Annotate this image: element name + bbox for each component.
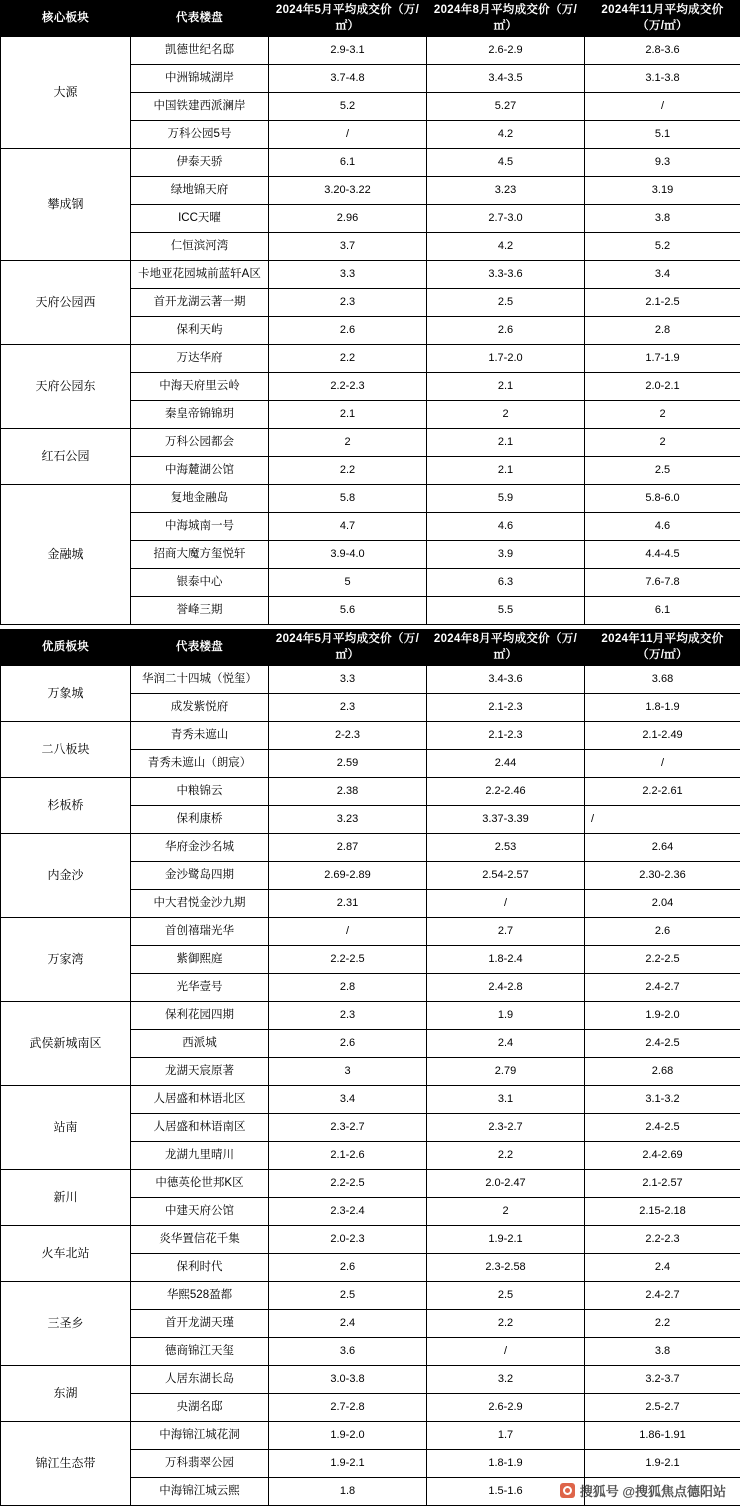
may-price-cell: 2.9-3.1 <box>269 37 427 65</box>
may-price-cell: / <box>269 918 427 946</box>
project-cell: 紫御熙庭 <box>131 946 269 974</box>
nov-price-cell: 2.4-2.5 <box>585 1114 740 1142</box>
nov-price-cell: 1.8-1.9 <box>585 694 740 722</box>
nov-price-cell: 2 <box>585 401 740 429</box>
project-cell: 万达华府 <box>131 345 269 373</box>
nov-price-cell: 3.1-3.2 <box>585 1086 740 1114</box>
aug-price-cell: 4.6 <box>427 513 585 541</box>
aug-price-cell: 2.53 <box>427 834 585 862</box>
may-price-cell: 2.2-2.5 <box>269 1170 427 1198</box>
may-price-cell: 2.6 <box>269 1030 427 1058</box>
sector-cell: 新川 <box>1 1170 131 1226</box>
nov-price-cell: 2.4-2.5 <box>585 1030 740 1058</box>
aug-price-cell: 1.9 <box>427 1002 585 1030</box>
sector-cell: 三圣乡 <box>1 1282 131 1366</box>
nov-price-cell: 3.68 <box>585 666 740 694</box>
aug-price-cell: 2.7-3.0 <box>427 205 585 233</box>
may-price-cell: 3.23 <box>269 806 427 834</box>
may-price-cell: 2.3 <box>269 289 427 317</box>
nov-price-cell: 2 <box>585 429 740 457</box>
aug-price-cell: 3.9 <box>427 541 585 569</box>
table-row <box>1 37 740 65</box>
table-row <box>1 345 740 373</box>
may-price-cell: 2.96 <box>269 205 427 233</box>
nov-price-cell: 5.1 <box>585 121 740 149</box>
project-cell: 中海锦江城云熙 <box>131 1478 269 1506</box>
project-cell: 华熙528盈都 <box>131 1282 269 1310</box>
nov-price-cell: / <box>585 806 740 834</box>
project-cell: 卡地亚花园城前蓝轩A区 <box>131 261 269 289</box>
project-cell: 成发紫悦府 <box>131 694 269 722</box>
project-cell: 凯德世纪名邸 <box>131 37 269 65</box>
project-cell: 首开龙湖天瑾 <box>131 1310 269 1338</box>
header-may-price: 2024年5月平均成交价（万/㎡） <box>269 630 427 666</box>
project-cell: 德商锦江天玺 <box>131 1338 269 1366</box>
may-price-cell: 2.4 <box>269 1310 427 1338</box>
nov-price-cell: 3.8 <box>585 205 740 233</box>
aug-price-cell: 3.2 <box>427 1366 585 1394</box>
aug-price-cell: 3.23 <box>427 177 585 205</box>
project-cell: 万科公园都会 <box>131 429 269 457</box>
sector-cell: 二八板块 <box>1 722 131 778</box>
may-price-cell: 2 <box>269 429 427 457</box>
sector-cell: 站南 <box>1 1086 131 1170</box>
may-price-cell: 1.9-2.0 <box>269 1422 427 1450</box>
project-cell: 保利康桥 <box>131 806 269 834</box>
may-price-cell: 5.2 <box>269 93 427 121</box>
may-price-cell: 2.6 <box>269 317 427 345</box>
project-cell: 中国铁建西派澜岸 <box>131 93 269 121</box>
nov-price-cell: 2.1-2.57 <box>585 1170 740 1198</box>
may-price-cell: 2.6 <box>269 1254 427 1282</box>
nov-price-cell: 2.5 <box>585 457 740 485</box>
aug-price-cell: 2.1-2.3 <box>427 694 585 722</box>
nov-price-cell: 2.64 <box>585 834 740 862</box>
aug-price-cell: 3.4-3.5 <box>427 65 585 93</box>
project-cell: 人居东湖长岛 <box>131 1366 269 1394</box>
table-row <box>1 722 740 750</box>
header-aug-price: 2024年8月平均成交价（万/㎡） <box>427 630 585 666</box>
header-nov-price: 2024年11月平均成交价（万/㎡） <box>585 1 740 37</box>
project-cell: 保利花园四期 <box>131 1002 269 1030</box>
aug-price-cell: 1.7 <box>427 1422 585 1450</box>
sector-cell: 锦江生态带 <box>1 1422 131 1506</box>
table-row <box>1 1422 740 1450</box>
nov-price-cell: 2.4-2.69 <box>585 1142 740 1170</box>
may-price-cell: 5 <box>269 569 427 597</box>
core-sectors-table <box>0 0 740 625</box>
nov-price-cell: 2.2 <box>585 1310 740 1338</box>
may-price-cell: 3.7 <box>269 233 427 261</box>
may-price-cell: 5.8 <box>269 485 427 513</box>
project-cell: 中海天府里云岭 <box>131 373 269 401</box>
header-nov-price: 2024年11月平均成交价（万/㎡） <box>585 630 740 666</box>
project-cell: 万科公园5号 <box>131 121 269 149</box>
table-row <box>1 1282 740 1310</box>
nov-price-cell: 3.1-3.8 <box>585 65 740 93</box>
nov-price-cell: 1.7-1.9 <box>585 345 740 373</box>
project-cell: 仁恒滨河湾 <box>131 233 269 261</box>
aug-price-cell: 1.5-1.6 <box>427 1478 585 1506</box>
project-cell: 中德英伦世邦K区 <box>131 1170 269 1198</box>
nov-price-cell: 2.4-2.7 <box>585 1282 740 1310</box>
sector-cell: 火车北站 <box>1 1226 131 1282</box>
sector-cell: 万象城 <box>1 666 131 722</box>
nov-price-cell: 2.4-2.7 <box>585 974 740 1002</box>
nov-price-cell: 3.2-3.7 <box>585 1366 740 1394</box>
project-cell: 伊泰天骄 <box>131 149 269 177</box>
project-cell: 复地金融岛 <box>131 485 269 513</box>
nov-price-cell: 7.6-7.8 <box>585 569 740 597</box>
nov-price-cell: 3.4 <box>585 261 740 289</box>
project-cell: 中海锦江城花洞 <box>131 1422 269 1450</box>
project-cell: 光华壹号 <box>131 974 269 1002</box>
may-price-cell: 2.1 <box>269 401 427 429</box>
project-cell: 中粮锦云 <box>131 778 269 806</box>
sector-cell: 金融城 <box>1 485 131 625</box>
table-row <box>1 918 740 946</box>
aug-price-cell: 5.9 <box>427 485 585 513</box>
table-row <box>1 1170 740 1198</box>
may-price-cell: 2.59 <box>269 750 427 778</box>
sohu-logo-icon <box>560 1483 575 1498</box>
may-price-cell: 2.2-2.5 <box>269 946 427 974</box>
aug-price-cell: 2.3-2.7 <box>427 1114 585 1142</box>
nov-price-cell: 2.6 <box>585 918 740 946</box>
aug-price-cell: 1.7-2.0 <box>427 345 585 373</box>
nov-price-cell: 2.8 <box>585 317 740 345</box>
nov-price-cell: 2.1-2.5 <box>585 289 740 317</box>
table-row <box>1 429 740 457</box>
nov-price-cell: 2.2-2.61 <box>585 778 740 806</box>
project-cell: 万科翡翠公园 <box>131 1450 269 1478</box>
table-row <box>1 485 740 513</box>
may-price-cell: 3.20-3.22 <box>269 177 427 205</box>
project-cell: 青秀未遮山（朗宸） <box>131 750 269 778</box>
may-price-cell: 2.31 <box>269 890 427 918</box>
aug-price-cell: 2.6 <box>427 317 585 345</box>
aug-price-cell: 3.37-3.39 <box>427 806 585 834</box>
may-price-cell: 2.0-2.3 <box>269 1226 427 1254</box>
table-row <box>1 834 740 862</box>
project-cell: 华府金沙名城 <box>131 834 269 862</box>
table-row <box>1 1366 740 1394</box>
aug-price-cell: 2.79 <box>427 1058 585 1086</box>
may-price-cell: 2.3 <box>269 1002 427 1030</box>
sector-cell: 天府公园东 <box>1 345 131 429</box>
nov-price-cell: / <box>585 93 740 121</box>
sector-cell: 红石公园 <box>1 429 131 485</box>
nov-price-cell: 2.2-2.3 <box>585 1226 740 1254</box>
project-cell: 龙湖九里晴川 <box>131 1142 269 1170</box>
may-price-cell: 3.3 <box>269 666 427 694</box>
may-price-cell: 2.7-2.8 <box>269 1394 427 1422</box>
watermark <box>560 1481 726 1500</box>
may-price-cell: 1.9-2.1 <box>269 1450 427 1478</box>
table-row <box>1 666 740 694</box>
table-row <box>1 1226 740 1254</box>
aug-price-cell: 4.5 <box>427 149 585 177</box>
nov-price-cell: 1.86-1.91 <box>585 1422 740 1450</box>
aug-price-cell: 5.27 <box>427 93 585 121</box>
nov-price-cell: 3.19 <box>585 177 740 205</box>
aug-price-cell: 2 <box>427 401 585 429</box>
header-sector: 核心板块 <box>1 1 131 37</box>
may-price-cell: 5.6 <box>269 597 427 625</box>
header-project: 代表楼盘 <box>131 1 269 37</box>
project-cell: 华润二十四城（悦玺） <box>131 666 269 694</box>
aug-price-cell: 1.9-2.1 <box>427 1226 585 1254</box>
table-header-row <box>1 630 740 666</box>
nov-price-cell: 2.0-2.1 <box>585 373 740 401</box>
project-cell: 中洲锦城湖岸 <box>131 65 269 93</box>
aug-price-cell: / <box>427 890 585 918</box>
header-may-price: 2024年5月平均成交价（万/㎡） <box>269 1 427 37</box>
may-price-cell: 2.69-2.89 <box>269 862 427 890</box>
aug-price-cell: 2.4-2.8 <box>427 974 585 1002</box>
nov-price-cell: 2.30-2.36 <box>585 862 740 890</box>
project-cell: 央湖名邸 <box>131 1394 269 1422</box>
aug-price-cell: 2.2-2.46 <box>427 778 585 806</box>
aug-price-cell: 3.4-3.6 <box>427 666 585 694</box>
nov-price-cell: 6.1 <box>585 597 740 625</box>
aug-price-cell: 2.7 <box>427 918 585 946</box>
may-price-cell: 2.2-2.3 <box>269 373 427 401</box>
may-price-cell: 2.2 <box>269 457 427 485</box>
project-cell: 龙湖天宸原著 <box>131 1058 269 1086</box>
may-price-cell: 2.2 <box>269 345 427 373</box>
aug-price-cell: 6.3 <box>427 569 585 597</box>
header-sector: 优质板块 <box>1 630 131 666</box>
may-price-cell: 3 <box>269 1058 427 1086</box>
may-price-cell: 3.9-4.0 <box>269 541 427 569</box>
project-cell: 首开龙湖云著一期 <box>131 289 269 317</box>
may-price-cell: 2.38 <box>269 778 427 806</box>
project-cell: 招商大魔方玺悦轩 <box>131 541 269 569</box>
nov-price-cell: 2.4 <box>585 1254 740 1282</box>
may-price-cell: 2.87 <box>269 834 427 862</box>
sector-cell: 万家湾 <box>1 918 131 1002</box>
quality-sectors-table <box>0 629 740 1506</box>
aug-price-cell: 2.2 <box>427 1142 585 1170</box>
project-cell: 银泰中心 <box>131 569 269 597</box>
aug-price-cell: 3.3-3.6 <box>427 261 585 289</box>
project-cell: 誉峰三期 <box>131 597 269 625</box>
project-cell: 秦皇帝锦锦玥 <box>131 401 269 429</box>
aug-price-cell: 2.6-2.9 <box>427 1394 585 1422</box>
nov-price-cell: 2.8-3.6 <box>585 37 740 65</box>
nov-price-cell: 2.5-2.7 <box>585 1394 740 1422</box>
project-cell: 人居盛和林语南区 <box>131 1114 269 1142</box>
project-cell: 青秀未遮山 <box>131 722 269 750</box>
may-price-cell: / <box>269 121 427 149</box>
may-price-cell: 4.7 <box>269 513 427 541</box>
sector-cell: 内金沙 <box>1 834 131 918</box>
aug-price-cell: 2.44 <box>427 750 585 778</box>
aug-price-cell: 2.5 <box>427 289 585 317</box>
nov-price-cell: 4.6 <box>585 513 740 541</box>
header-project: 代表楼盘 <box>131 630 269 666</box>
project-cell: 保利天屿 <box>131 317 269 345</box>
may-price-cell: 2.5 <box>269 1282 427 1310</box>
project-cell: 西派城 <box>131 1030 269 1058</box>
project-cell: 金沙鹭岛四期 <box>131 862 269 890</box>
table-row <box>1 149 740 177</box>
nov-price-cell: / <box>585 750 740 778</box>
nov-price-cell: 5.8-6.0 <box>585 485 740 513</box>
may-price-cell: 6.1 <box>269 149 427 177</box>
project-cell: 中海城南一号 <box>131 513 269 541</box>
aug-price-cell: 2.1 <box>427 429 585 457</box>
may-price-cell: 2.3-2.7 <box>269 1114 427 1142</box>
sector-cell: 东湖 <box>1 1366 131 1422</box>
aug-price-cell: 1.8-1.9 <box>427 1450 585 1478</box>
may-price-cell: 3.6 <box>269 1338 427 1366</box>
sector-cell: 杉板桥 <box>1 778 131 834</box>
aug-price-cell: 3.1 <box>427 1086 585 1114</box>
aug-price-cell: 2.54-2.57 <box>427 862 585 890</box>
sector-cell: 攀成钢 <box>1 149 131 261</box>
nov-price-cell: 4.4-4.5 <box>585 541 740 569</box>
table-row <box>1 261 740 289</box>
may-price-cell: 2.3 <box>269 694 427 722</box>
project-cell: 中海麓湖公馆 <box>131 457 269 485</box>
may-price-cell: 3.4 <box>269 1086 427 1114</box>
aug-price-cell: 2.3-2.58 <box>427 1254 585 1282</box>
aug-price-cell: 5.5 <box>427 597 585 625</box>
may-price-cell: 3.3 <box>269 261 427 289</box>
project-cell: 保利时代 <box>131 1254 269 1282</box>
may-price-cell: 3.7-4.8 <box>269 65 427 93</box>
may-price-cell: 2.3-2.4 <box>269 1198 427 1226</box>
aug-price-cell: 4.2 <box>427 121 585 149</box>
aug-price-cell: 2.1 <box>427 457 585 485</box>
may-price-cell: 2.1-2.6 <box>269 1142 427 1170</box>
aug-price-cell: 2.4 <box>427 1030 585 1058</box>
table-row <box>1 1086 740 1114</box>
project-cell: 首创禧瑞光华 <box>131 918 269 946</box>
may-price-cell: 3.0-3.8 <box>269 1366 427 1394</box>
nov-price-cell: 2.04 <box>585 890 740 918</box>
nov-price-cell: 9.3 <box>585 149 740 177</box>
nov-price-cell: 3.8 <box>585 1338 740 1366</box>
project-cell: ICC天曜 <box>131 205 269 233</box>
may-price-cell: 1.8 <box>269 1478 427 1506</box>
aug-price-cell: 2.1 <box>427 373 585 401</box>
project-cell: 人居盛和林语北区 <box>131 1086 269 1114</box>
aug-price-cell: 4.2 <box>427 233 585 261</box>
nov-price-cell: 2.15-2.18 <box>585 1198 740 1226</box>
aug-price-cell: / <box>427 1338 585 1366</box>
project-cell: 绿地锦天府 <box>131 177 269 205</box>
aug-price-cell: 2.2 <box>427 1310 585 1338</box>
may-price-cell: 2.8 <box>269 974 427 1002</box>
nov-price-cell: 2.2-2.5 <box>585 946 740 974</box>
project-cell: 炎华置信花千集 <box>131 1226 269 1254</box>
nov-price-cell: 2.68 <box>585 1058 740 1086</box>
watermark-text: 搜狐号 @搜狐焦点德阳站 <box>580 1481 726 1500</box>
aug-price-cell: 2.6-2.9 <box>427 37 585 65</box>
project-cell: 中建天府公馆 <box>131 1198 269 1226</box>
sector-cell: 天府公园西 <box>1 261 131 345</box>
nov-price-cell: 1.9-2.1 <box>585 1450 740 1478</box>
aug-price-cell: 2 <box>427 1198 585 1226</box>
aug-price-cell: 1.8-2.4 <box>427 946 585 974</box>
aug-price-cell: 2.5 <box>427 1282 585 1310</box>
table-row <box>1 1002 740 1030</box>
sector-cell: 武侯新城南区 <box>1 1002 131 1086</box>
nov-price-cell: 1.9-2.0 <box>585 1002 740 1030</box>
nov-price-cell: 2.1-2.49 <box>585 722 740 750</box>
table-header-row <box>1 1 740 37</box>
aug-price-cell: 2.0-2.47 <box>427 1170 585 1198</box>
header-aug-price: 2024年8月平均成交价（万/㎡） <box>427 1 585 37</box>
aug-price-cell: 2.1-2.3 <box>427 722 585 750</box>
project-cell: 中大君悦金沙九期 <box>131 890 269 918</box>
sector-cell: 大源 <box>1 37 131 149</box>
nov-price-cell: 5.2 <box>585 233 740 261</box>
may-price-cell: 2-2.3 <box>269 722 427 750</box>
table-row <box>1 778 740 806</box>
